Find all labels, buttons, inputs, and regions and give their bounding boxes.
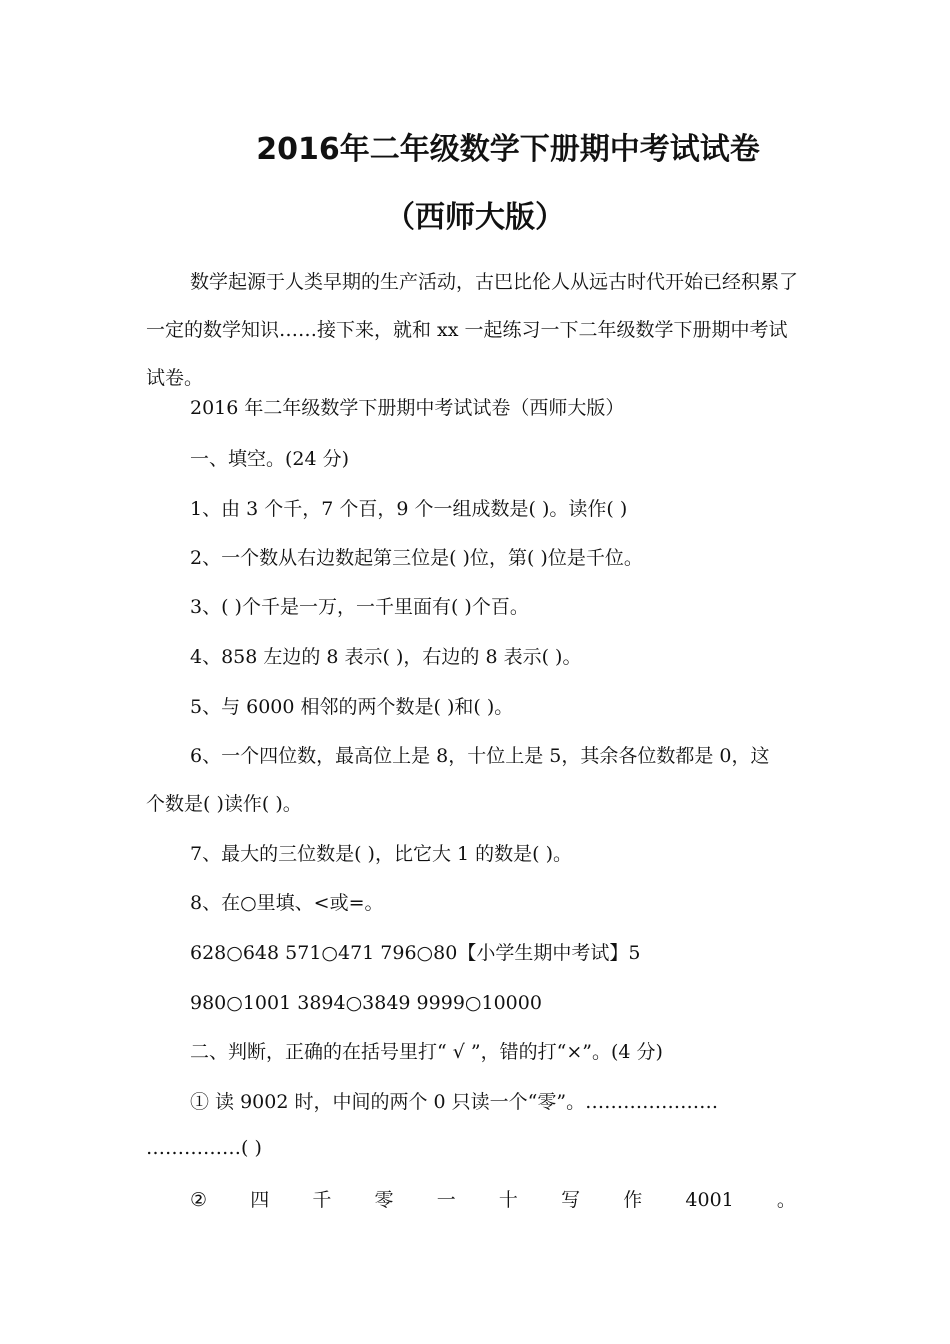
question-1: 1、由 3 个千，7 个百，9 个一组成数是( )。读作( ) <box>190 498 628 520</box>
judge-2-part: 零 <box>374 1189 394 1211</box>
question-6-line1: 6、一个四位数，最高位上是 8，十位上是 5，其余各位数都是 0，这 <box>190 745 770 767</box>
judge-2-part: ② <box>190 1189 208 1211</box>
doc-title-line2: （西师大版） <box>385 200 565 235</box>
question-8-row2: 980○1001 3894○3849 9999○10000 <box>190 992 542 1014</box>
judge-2-part: 写 <box>561 1189 581 1211</box>
subtitle: 2016 年二年级数学下册期中考试试卷（西师大版） <box>190 397 625 419</box>
question-2: 2、一个数从右边数起第三位是( )位，第( )位是千位。 <box>190 547 643 569</box>
judge-1-line2: ……………( ) <box>146 1137 262 1159</box>
question-8-row1: 628○648 571○471 796○80【小学生期中考试】5 <box>190 942 641 964</box>
judge-1-line1: ① 读 9002 时，中间的两个 0 只读一个“零”。………………… <box>190 1091 719 1113</box>
question-7: 7、最大的三位数是( )，比它大 1 的数是( )。 <box>190 843 572 865</box>
section1-heading: 一、填空。(24 分) <box>190 448 350 470</box>
judge-2-part: 作 <box>623 1189 643 1211</box>
judge-2-part: 十 <box>498 1189 518 1211</box>
judge-2-part: 4001 <box>685 1189 734 1211</box>
judge-2-part: 千 <box>312 1189 332 1211</box>
question-4: 4、858 左边的 8 表示( )，右边的 8 表示( )。 <box>190 646 582 668</box>
question-3: 3、( )个千是一万，一千里面有( )个百。 <box>190 596 529 618</box>
judge-2-part: 一 <box>436 1189 456 1211</box>
question-8: 8、在○里填、<或=。 <box>190 892 384 914</box>
question-5: 5、与 6000 相邻的两个数是( )和( )。 <box>190 696 514 718</box>
question-6-line2: 个数是( )读作( )。 <box>146 793 302 815</box>
section2-heading: 二、判断，正确的在括号里打“ √ ”，错的打“×”。(4 分) <box>190 1041 663 1063</box>
judge-2-line <box>190 1176 796 1224</box>
judge-2-part: 四 <box>250 1189 270 1211</box>
intro-paragraph: 数学起源于人类早期的生产活动，古巴比伦人从远古时代开始已经积累了一定的数学知识……接下来，就和 xx 一起练习一下二年级数学下册期中考试试卷。 <box>146 271 799 389</box>
judge-2-part: 。 <box>776 1189 796 1211</box>
doc-title-line1: 2016年二年级数学下册期中考试试卷 <box>256 132 760 167</box>
